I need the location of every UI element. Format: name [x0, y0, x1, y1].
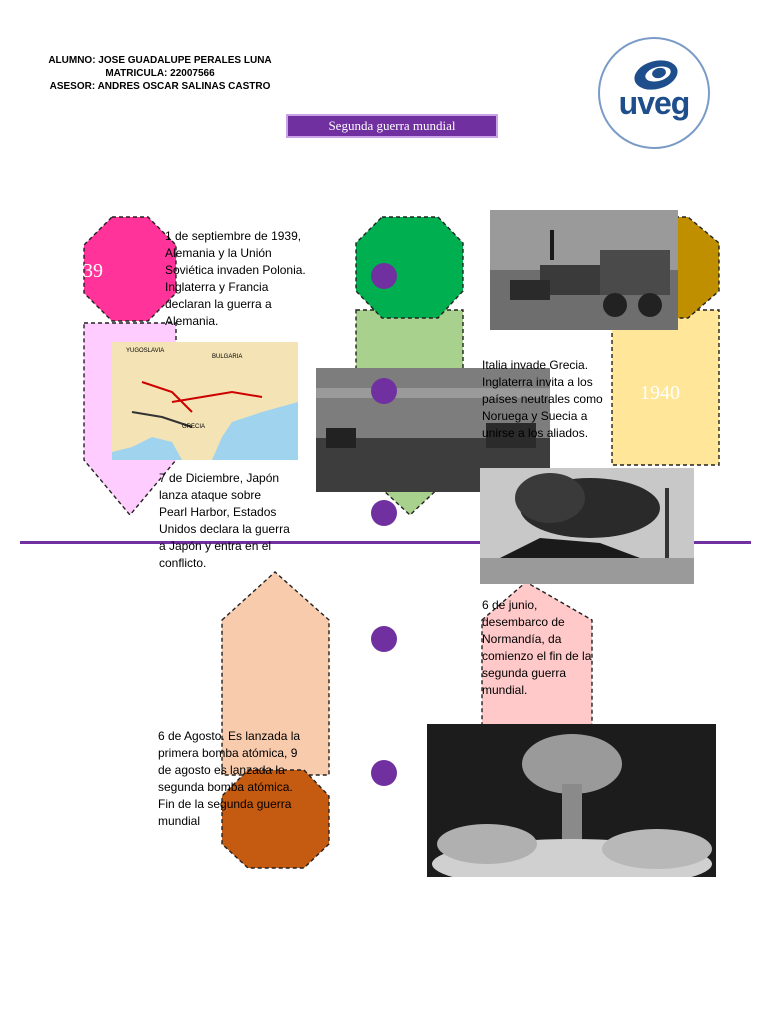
map-label-grecia: GRECIA	[182, 424, 206, 430]
page-title: Segunda guerra mundial	[286, 114, 498, 138]
student-name: ALUMNO: JOSE GUADALUPE PERALES LUNA	[48, 55, 272, 66]
logo-text: uveg	[618, 85, 690, 121]
photo-atomic-bomb	[427, 724, 716, 877]
student-info	[30, 54, 290, 93]
year-1940: 1940	[640, 382, 680, 404]
advisor-name: ASESOR: ANDRES OSCAR SALINAS CASTRO	[49, 81, 271, 92]
year-1939: 39	[83, 260, 103, 282]
map-greece	[112, 342, 298, 460]
event-normandy-text: 6 de junio, desembarco de Normandía, da comienzo el fin de la segunda guerra mundial.	[482, 598, 592, 697]
uveg-logo	[598, 37, 710, 149]
timeline-dot-2	[371, 378, 397, 404]
event-poland-text: 1 de septiembre de 1939, Alemania y la Unión Soviética invaden Polonia. Inglaterra y Francia declaran la guerra a Alemania.	[165, 229, 306, 328]
timeline-dot-4	[371, 626, 397, 652]
map-label-bulgaria: BULGARIA	[212, 354, 243, 360]
event-atomic-text: 6 de Agosto. Es lanzada la primera bomba atómica, 9 de agosto es lanzada la segunda bomba atómica. Fin de la segunda guerra mundial	[158, 729, 301, 828]
photo-tanks	[490, 210, 678, 330]
photo-pearl-harbor	[480, 468, 694, 584]
timeline-dot-3	[371, 500, 397, 526]
event-pearl-harbor-text: 7 de Diciembre, Japón lanza ataque sobre Pearl Harbor, Estados Unidos declara la guerra a Japón y entra en el conflicto.	[159, 471, 290, 570]
event-greece-text: Italia invade Grecia. Inglaterra invita a los países neutrales como Noruega y Suecia a unirse a los aliados.	[482, 358, 603, 440]
enrollment-number: MATRICULA: 22007566	[105, 68, 215, 79]
timeline-dot-1	[371, 263, 397, 289]
map-label-yugoslavia: YUGOSLAVIA	[126, 348, 165, 354]
timeline-dot-5	[371, 760, 397, 786]
